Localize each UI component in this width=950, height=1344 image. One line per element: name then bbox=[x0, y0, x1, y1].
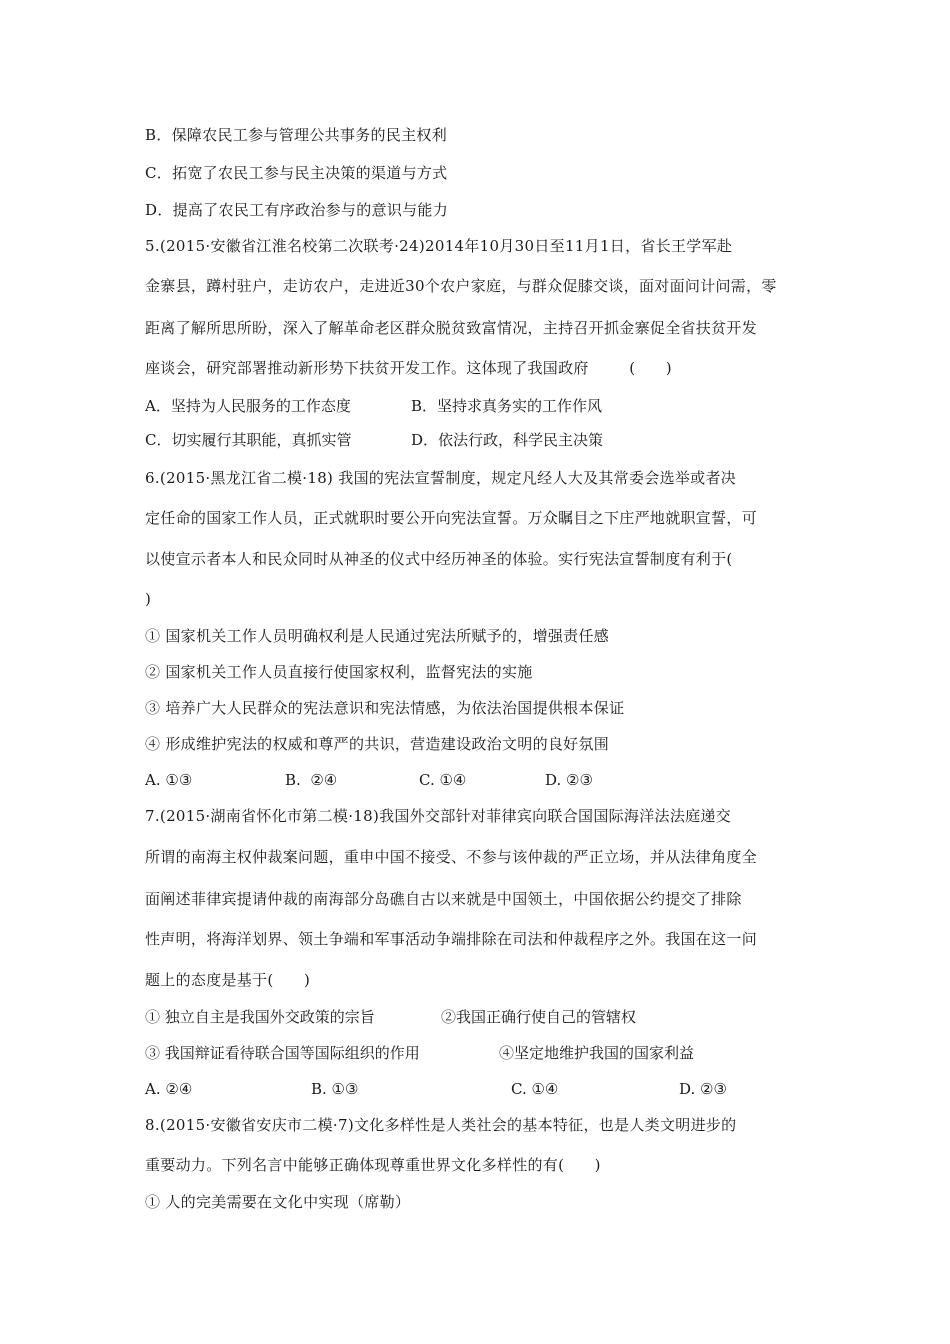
q5-option-a: A．坚持为人民服务的工作态度 bbox=[145, 397, 351, 415]
q5-option-d: D．依法行政，科学民主决策 bbox=[411, 431, 604, 449]
q7-stem-line-4: 性声明，将海洋划界、领土争端和军事活动争端排除在司法和仲裁程序之外。我国在这一问 bbox=[145, 930, 758, 948]
q7-item-1: ① 独立自主是我国外交政策的宗旨 bbox=[145, 1008, 375, 1026]
q7-stem-line-3: 面阐述菲律宾提请仲裁的南海部分岛礁自古以来就是中国领土，中国依据公约提交了排除 bbox=[145, 890, 742, 908]
q5-stem-line-4: 座谈会，研究部署推动新形势下扶贫开发工作。这体现了我国政府 ( ) bbox=[145, 359, 672, 377]
q6-option-c: C. ①④ bbox=[419, 771, 467, 789]
q7-option-d: D. ②③ bbox=[679, 1080, 727, 1098]
q5-stem-line-2: 金寨县，蹲村驻户，走访农户，走进近30个农户家庭，与群众促膝交谈，面对面问计问需，零 bbox=[145, 277, 777, 295]
q6-option-b: B. ②④ bbox=[285, 771, 338, 789]
q7-option-b: B. ①③ bbox=[311, 1080, 359, 1098]
q5-option-c: C．切实履行其职能，真抓实管 bbox=[145, 431, 352, 449]
q7-item-3: ③ 我国辩证看待联合国等国际组织的作用 bbox=[145, 1044, 420, 1062]
q8-stem-line-2: 重要动力。下列名言中能够正确体现尊重世界文化多样性的有( ) bbox=[145, 1156, 601, 1174]
q6-stem-line-4: ) bbox=[145, 590, 152, 608]
q7-stem-line-5: 题上的态度是基于( ) bbox=[145, 971, 311, 989]
q6-options-row bbox=[145, 770, 593, 790]
q6-stem-line-1: 6.(2015·黑龙江省二模·18) 我国的宪法宣誓制度，规定凡经人大及其常委会选举或者决 bbox=[145, 469, 737, 487]
q4-option-d: D．提高了农民工有序政治参与的意识与能力 bbox=[145, 201, 449, 219]
q7-items-row-2 bbox=[145, 1043, 695, 1063]
q7-option-a: A. ②④ bbox=[145, 1080, 193, 1098]
q5-stem-line-3: 距离了解所思所盼，深入了解革命老区群众脱贫致富情况，主持召开抓金寨促全省扶贫开发 bbox=[145, 319, 758, 337]
q6-option-a: A. ①③ bbox=[145, 771, 193, 789]
q7-items-row-1 bbox=[145, 1007, 637, 1027]
q6-item-1: ① 国家机关工作人员明确权利是人民通过宪法所赋予的，增强责任感 bbox=[145, 627, 610, 645]
q8-item-1: ① 人的完美需要在文化中实现（席勒） bbox=[145, 1193, 411, 1211]
q8-stem-line-1: 8.(2015·安徽省安庆市二模·7)文化多样性是人类社会的基本特征，也是人类文明进步的 bbox=[145, 1116, 737, 1134]
q5-option-b: B．坚持求真务实的工作作风 bbox=[411, 397, 603, 415]
q7-item-4: ④坚定地维护我国的国家利益 bbox=[499, 1044, 695, 1062]
q6-stem-line-3: 以使宣示者本人和民众同时从神圣的仪式中经历神圣的体验。实行宪法宣誓制度有利于( bbox=[145, 550, 733, 568]
q7-stem-line-2: 所谓的南海主权仲裁案问题，重申中国不接受、不参与该仲裁的严正立场，并从法律角度全 bbox=[145, 848, 758, 866]
q7-options-row bbox=[145, 1079, 727, 1099]
q7-item-2: ②我国正确行使自己的管辖权 bbox=[441, 1008, 637, 1026]
q6-item-3: ③ 培养广大人民群众的宪法意识和宪法情感，为依法治国提供根本保证 bbox=[145, 699, 625, 717]
q5-options-row-1 bbox=[145, 396, 603, 416]
q4-option-c: C．拓宽了农民工参与民主决策的渠道与方式 bbox=[145, 164, 448, 182]
q7-stem-line-1: 7.(2015·湖南省怀化市第二模·18)我国外交部针对菲律宾向联合国国际海洋法法庭递交 bbox=[145, 807, 732, 825]
q6-item-2: ② 国家机关工作人员直接行使国家权利，监督宪法的实施 bbox=[145, 663, 533, 681]
q6-option-d: D. ②③ bbox=[545, 771, 593, 789]
q5-options-row-2 bbox=[145, 430, 604, 450]
q6-stem-line-2: 定任命的国家工作人员，正式就职时要公开向宪法宣誓。万众瞩目之下庄严地就职宣誓，可 bbox=[145, 509, 758, 527]
q4-option-b: B．保障农民工参与管理公共事务的民主权利 bbox=[145, 126, 448, 144]
q5-stem-line-1: 5.(2015·安徽省江淮名校第二次联考·24)2014年10月30日至11月1日，省长王学军赴 bbox=[145, 237, 733, 255]
q7-option-c: C. ①④ bbox=[511, 1080, 559, 1098]
q6-item-4: ④ 形成维护宪法的权威和尊严的共识，营造建设政治文明的良好氛围 bbox=[145, 735, 610, 753]
